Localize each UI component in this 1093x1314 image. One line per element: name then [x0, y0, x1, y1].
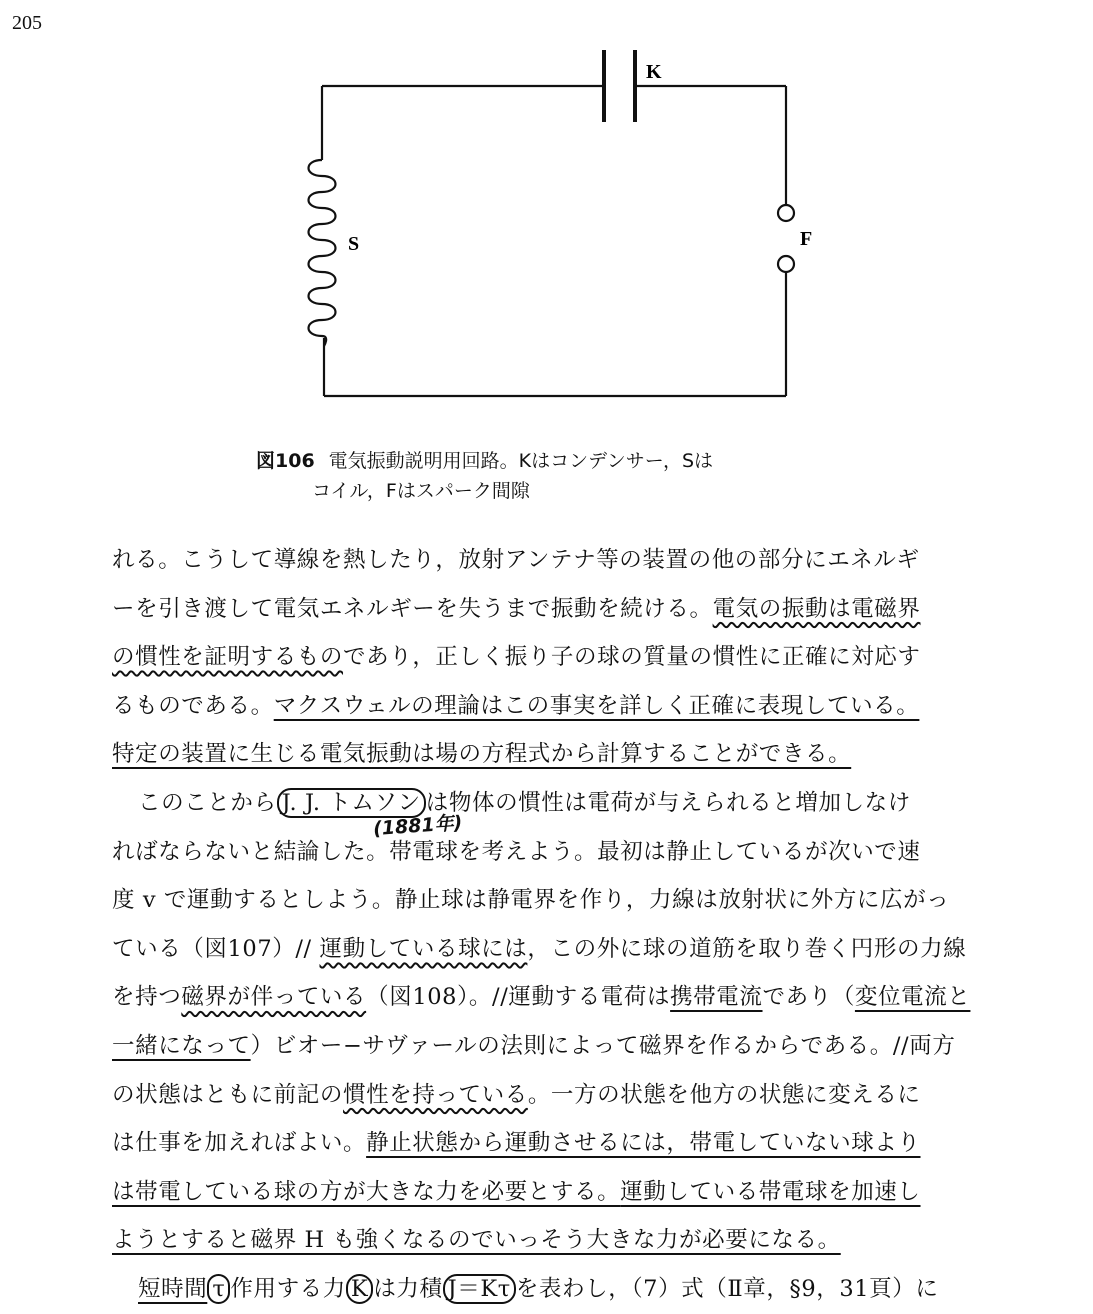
underlined-segment: 特定の装置に生じる電気振動は場の方程式から計算することができる。: [112, 741, 852, 768]
coil-label: S: [348, 233, 360, 255]
text-line: [112, 633, 974, 682]
text-segment: であり（: [762, 984, 855, 1011]
underlined-segment: 変位電流と: [854, 984, 971, 1011]
underlined-segment: 携帯電流: [670, 984, 763, 1011]
spark-gap-bottom-terminal: [778, 256, 794, 272]
text-segment: の状態はともに前記の: [112, 1081, 344, 1108]
text-segment: 両方: [909, 1032, 956, 1059]
body-text: [112, 536, 974, 1314]
underlined-segment: ようとすると磁界 H も強くなるのでいっそう大きな力が必要になる。: [112, 1227, 841, 1254]
text-segment: 運動する電荷は: [508, 984, 671, 1011]
text-line: [112, 585, 974, 634]
text-segment: 度 v で運動するとしよう。静止球は静電界を作り，力線は放射状に外方に広がっ: [112, 887, 950, 914]
text-segment: ている（図107）: [112, 935, 296, 962]
text-segment: 作用する力: [230, 1275, 346, 1302]
text-segment: ）ビオー−サヴァールの法則によって磁界を作るからである。: [250, 1032, 893, 1059]
text-line: [112, 1071, 974, 1120]
underlined-segment: 運動している帯電球を加速し: [620, 1178, 921, 1205]
text-segment: ，この外に球の道筋を取り巻く円形の力線: [527, 935, 967, 962]
underlined-segment: 一緒になって: [112, 1032, 251, 1059]
underlined-segment: 磁界が伴っている: [181, 984, 367, 1011]
underlined-segment: 電気の振動は電磁界: [712, 595, 921, 622]
page-number: 205: [12, 12, 42, 34]
text-segment: ればならないと結論した。帯電球を考えよう。最初は静止しているが次いで速: [112, 838, 921, 865]
text-line: [112, 1265, 974, 1314]
capacitor-label: K: [646, 61, 662, 83]
underlined-segment: 静止状態から運動させるには，帯電していない球より: [366, 1130, 921, 1157]
spark-gap-label: F: [800, 228, 813, 250]
spark-gap-top-terminal: [778, 205, 794, 221]
text-line: [112, 1168, 974, 1217]
figure-caption: [256, 446, 816, 506]
text-segment: 。一方の状態を他方の状態に変えるに: [527, 1081, 921, 1108]
handwritten-year-annotation: ( 1881年 ): [372, 808, 463, 841]
underlined-segment: 運動している球には: [319, 935, 528, 962]
text-line: を持つ磁界が伴っている（図108）。//運動する電荷は携帯電流であり（変位電流と: [112, 984, 971, 1011]
circled-formula: J＝Kτ: [443, 1274, 516, 1304]
text-line: [112, 1119, 974, 1168]
underlined-segment: 短時間: [138, 1275, 208, 1302]
text-segment: であり，正しく振り子の球の質量の慣性に正確に対応す: [343, 644, 921, 671]
text-line: [112, 876, 974, 925]
text-segment: は仕事を加えればよい。: [112, 1130, 367, 1157]
underlined-segment: 慣性を持っている: [343, 1081, 528, 1108]
text-segment: れる。こうして導線を熱したり，放射アンテナ等の装置の他の部分にエネルギ: [112, 547, 920, 573]
caption-line-2: コイル，Fはスパーク間隙: [312, 480, 530, 502]
text-segment: を表わし，（7）式（Ⅱ章，§9，31頁）に: [515, 1275, 939, 1302]
text-segment: ーを引き渡して電気エネルギーを失うまで振動を続ける。: [112, 595, 713, 622]
coil: [309, 160, 336, 346]
circled-symbol: K: [346, 1274, 373, 1304]
text-segment: は力積: [373, 1275, 443, 1302]
figure-number: 図106: [256, 450, 315, 472]
text-segment: は物体の慣性は電荷が与えられると増加しなけ: [425, 789, 911, 816]
text-line: [112, 1216, 974, 1265]
underlined-segment: の慣性を証明するもの: [112, 644, 344, 671]
circled-symbol: τ: [207, 1274, 230, 1304]
text-segment: このことから: [138, 789, 277, 816]
text-line: 一緒になって）ビオー−サヴァールの法則によって磁界を作るからである。//両方: [112, 1032, 956, 1059]
text-segment: るものである。: [112, 692, 274, 719]
text-line: [112, 682, 974, 731]
circuit-diagram: [0, 0, 1093, 420]
caption-line-1: 電気振動説明用回路。Kはコンデンサー，Sは: [328, 450, 714, 472]
text-line: [112, 828, 974, 877]
underlined-segment: マクスウェルの理論はこの事実を詳しく正確に表現している。: [273, 692, 920, 719]
text-line: ている（図107）// 運動している球には，この外に球の道筋を取り巻く円形の力線: [112, 935, 967, 962]
circled-name: J. J. トムソン: [277, 788, 426, 818]
text-segment: （図108）。: [366, 984, 493, 1011]
text-segment: を持つ: [112, 984, 182, 1011]
text-line: [112, 730, 974, 779]
underlined-segment: は帯電している球の方が大きな力を必要とする。: [112, 1178, 621, 1205]
text-line: [112, 779, 974, 828]
text-line: [112, 536, 974, 585]
